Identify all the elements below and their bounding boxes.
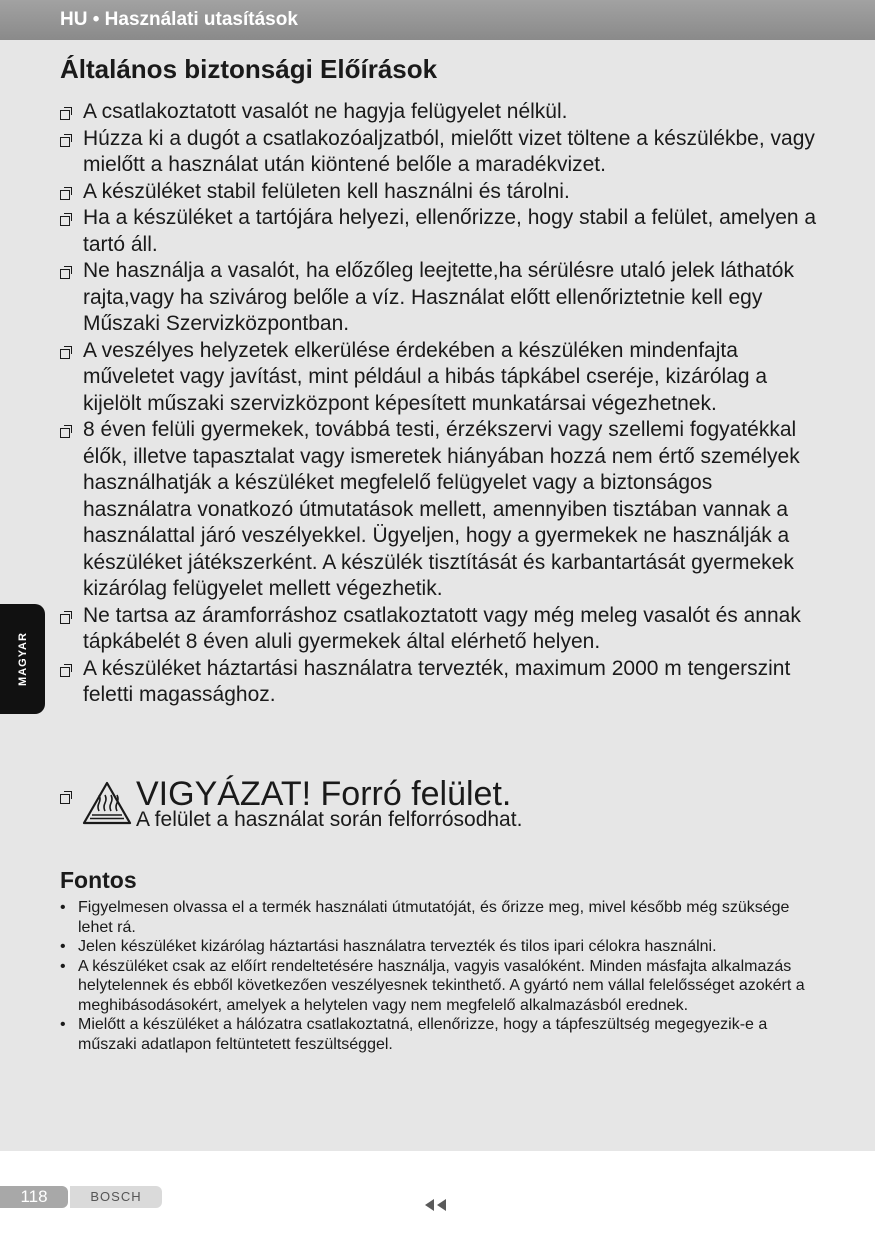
checkbox-bullet-icon (60, 135, 72, 147)
safety-item: A készüléket háztartási használatra tervezték, maximum 2000 m tengerszint feletti magassághoz. (60, 656, 825, 709)
hot-surface-warning (60, 775, 825, 835)
fontos-list (60, 898, 820, 1054)
safety-item: A készüléket stabil felületen kell használni és tárolni. (60, 179, 825, 206)
checkbox-bullet-icon (60, 347, 72, 359)
checkbox-bullet-icon (60, 267, 72, 279)
safety-item: Ha a készüléket a tartójára helyezi, ellenőrizze, hogy stabil a felület, amelyen a tartó áll. (60, 205, 825, 258)
page-number: 118 (0, 1186, 68, 1208)
previous-page-arrows-icon[interactable] (424, 1198, 448, 1212)
fontos-item: • A készüléket csak az előírt rendeltetésére használja, vagyis vasalóként. Minden másfajta alkalmazás helytelennek és ebből következően veszélyesnek tekinthető. A gyártó nem vállal felelősséget azokért a meghibásodásokért, amelyek a helytelen vagy nem megfelelő alkalmazásból erednek. (60, 957, 820, 1016)
header-bar (0, 0, 875, 40)
language-side-tab (0, 604, 45, 714)
checkbox-bullet-icon (60, 108, 72, 120)
side-tab-label: MAGYAR (16, 632, 29, 686)
safety-item: A veszélyes helyzetek elkerülése érdekében a készüléken mindenfajta műveletet vagy javítást, mint például a hibás tápkábel cseréje, kizárólag a kijelölt műszaki szervizközpont képesített munkatársai végezhetnek. (60, 338, 825, 418)
header-title: HU • Használati utasítások (60, 9, 298, 30)
warning-title: VIGYÁZAT! Forró felület. (136, 775, 512, 813)
checkbox-bullet-icon (60, 426, 72, 438)
checkbox-bullet-icon (60, 665, 72, 677)
safety-item: A csatlakoztatott vasalót ne hagyja felügyelet nélkül. (60, 99, 825, 126)
safety-item: Húzza ki a dugót a csatlakozóaljzatból, mielőtt vizet töltene a készülékbe, vagy mielőtt a használat után kiöntené belőle a maradékvizet. (60, 126, 825, 179)
checkbox-bullet-icon (60, 214, 72, 226)
safety-item: Ne használja a vasalót, ha előzőleg leejtette,ha sérülésre utaló jelek láthatók rajta,vagy ha szivárog belőle a víz. Használat előtt ellenőriztetnie kell egy Műszaki Szervizközpontban. (60, 258, 825, 338)
fontos-item: • Figyelmesen olvassa el a termék használati útmutatóját, és őrizze meg, mivel később még szüksége lehet rá. (60, 898, 820, 937)
warning-subtitle: A felület a használat során felforrósodhat. (136, 808, 523, 831)
safety-list (60, 99, 825, 709)
safety-section-title: Általános biztonsági Előírások (60, 54, 438, 84)
checkbox-bullet-icon (60, 612, 72, 624)
checkbox-bullet-icon (60, 188, 72, 200)
checkbox-bullet-icon (60, 792, 72, 804)
safety-item: 8 éven felüli gyermekek, továbbá testi, érzékszervi vagy szellemi fogyatékkal élők, illetve tapasztalat vagy ismeretek hiányában hozzá nem értő személyek használhatják a készüléket megfelelő felügyelet vagy a biztonságos használatra vonatkozó útmutatások mellett, amennyiben tisztában vannak a használattal járó veszélyekkel. Ügyeljen, hogy a gyermekek ne használják a készüléket játékszerként. A készülék tisztítását és karbantartását gyermekek kizárólag felügyelet mellett végezhetik. (60, 417, 825, 603)
brand-label: BOSCH (70, 1186, 162, 1208)
safety-item: Ne tartsa az áramforráshoz csatlakoztatott vagy még meleg vasalót és annak tápkábelét 8 éven aluli gyermekek által elérhető helyen. (60, 603, 825, 656)
fontos-item: • Jelen készüléket kizárólag háztartási használatra tervezték és tilos ipari célokra használni. (60, 937, 820, 957)
hot-surface-warning-icon (81, 780, 133, 826)
fontos-section-title: Fontos (60, 867, 137, 893)
fontos-item: • Mielőtt a készüléket a hálózatra csatlakoztatná, ellenőrizze, hogy a tápfeszültség megegyezik-e a műszaki adatlapon feltüntetett feszültséggel. (60, 1015, 820, 1054)
